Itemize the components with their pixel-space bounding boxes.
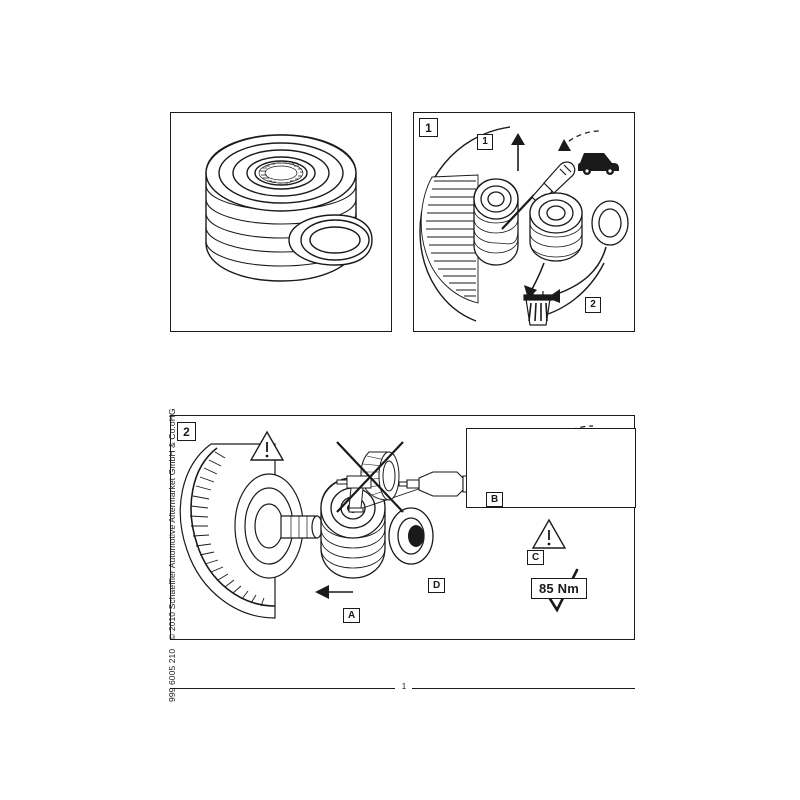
step1-sub-badge-2: 2 [585,297,601,313]
step1-number-badge: 1 [419,118,438,137]
install-cap [389,508,433,564]
cap-removed [592,201,628,245]
step2-number-badge: 2 [177,422,196,441]
waste-bin-icon [524,291,552,325]
document-number: 999 6005 210 [167,648,177,702]
overview-panel [170,112,392,332]
step1-sub-badge-1: 1 [477,134,493,150]
step2-tag-b: B [486,492,503,507]
copyright-text: © 2010 Schaeffler Automotive Aftermarket GmbH & Co.oHG [167,408,177,640]
pulley-removed [530,193,582,261]
pry-arrow [511,133,525,171]
fit-arrow-a [315,585,353,599]
warning-triangle-icon-torque [533,520,565,548]
overview-drawing [171,113,390,330]
torque-spec: 85 Nm [531,578,587,599]
footer-rule-left [170,688,395,689]
page-number: 1 [401,682,407,691]
step2-tag-d: D [428,578,445,593]
step2-tag-c: C [527,550,544,565]
footer-rule-right [412,688,635,689]
alternator-body [421,175,478,303]
step2-tag-a: A [343,608,360,623]
pulley-mounted [474,179,518,265]
alternator-assembly [180,444,322,618]
cap-part [289,215,372,265]
step1-panel [413,112,635,332]
